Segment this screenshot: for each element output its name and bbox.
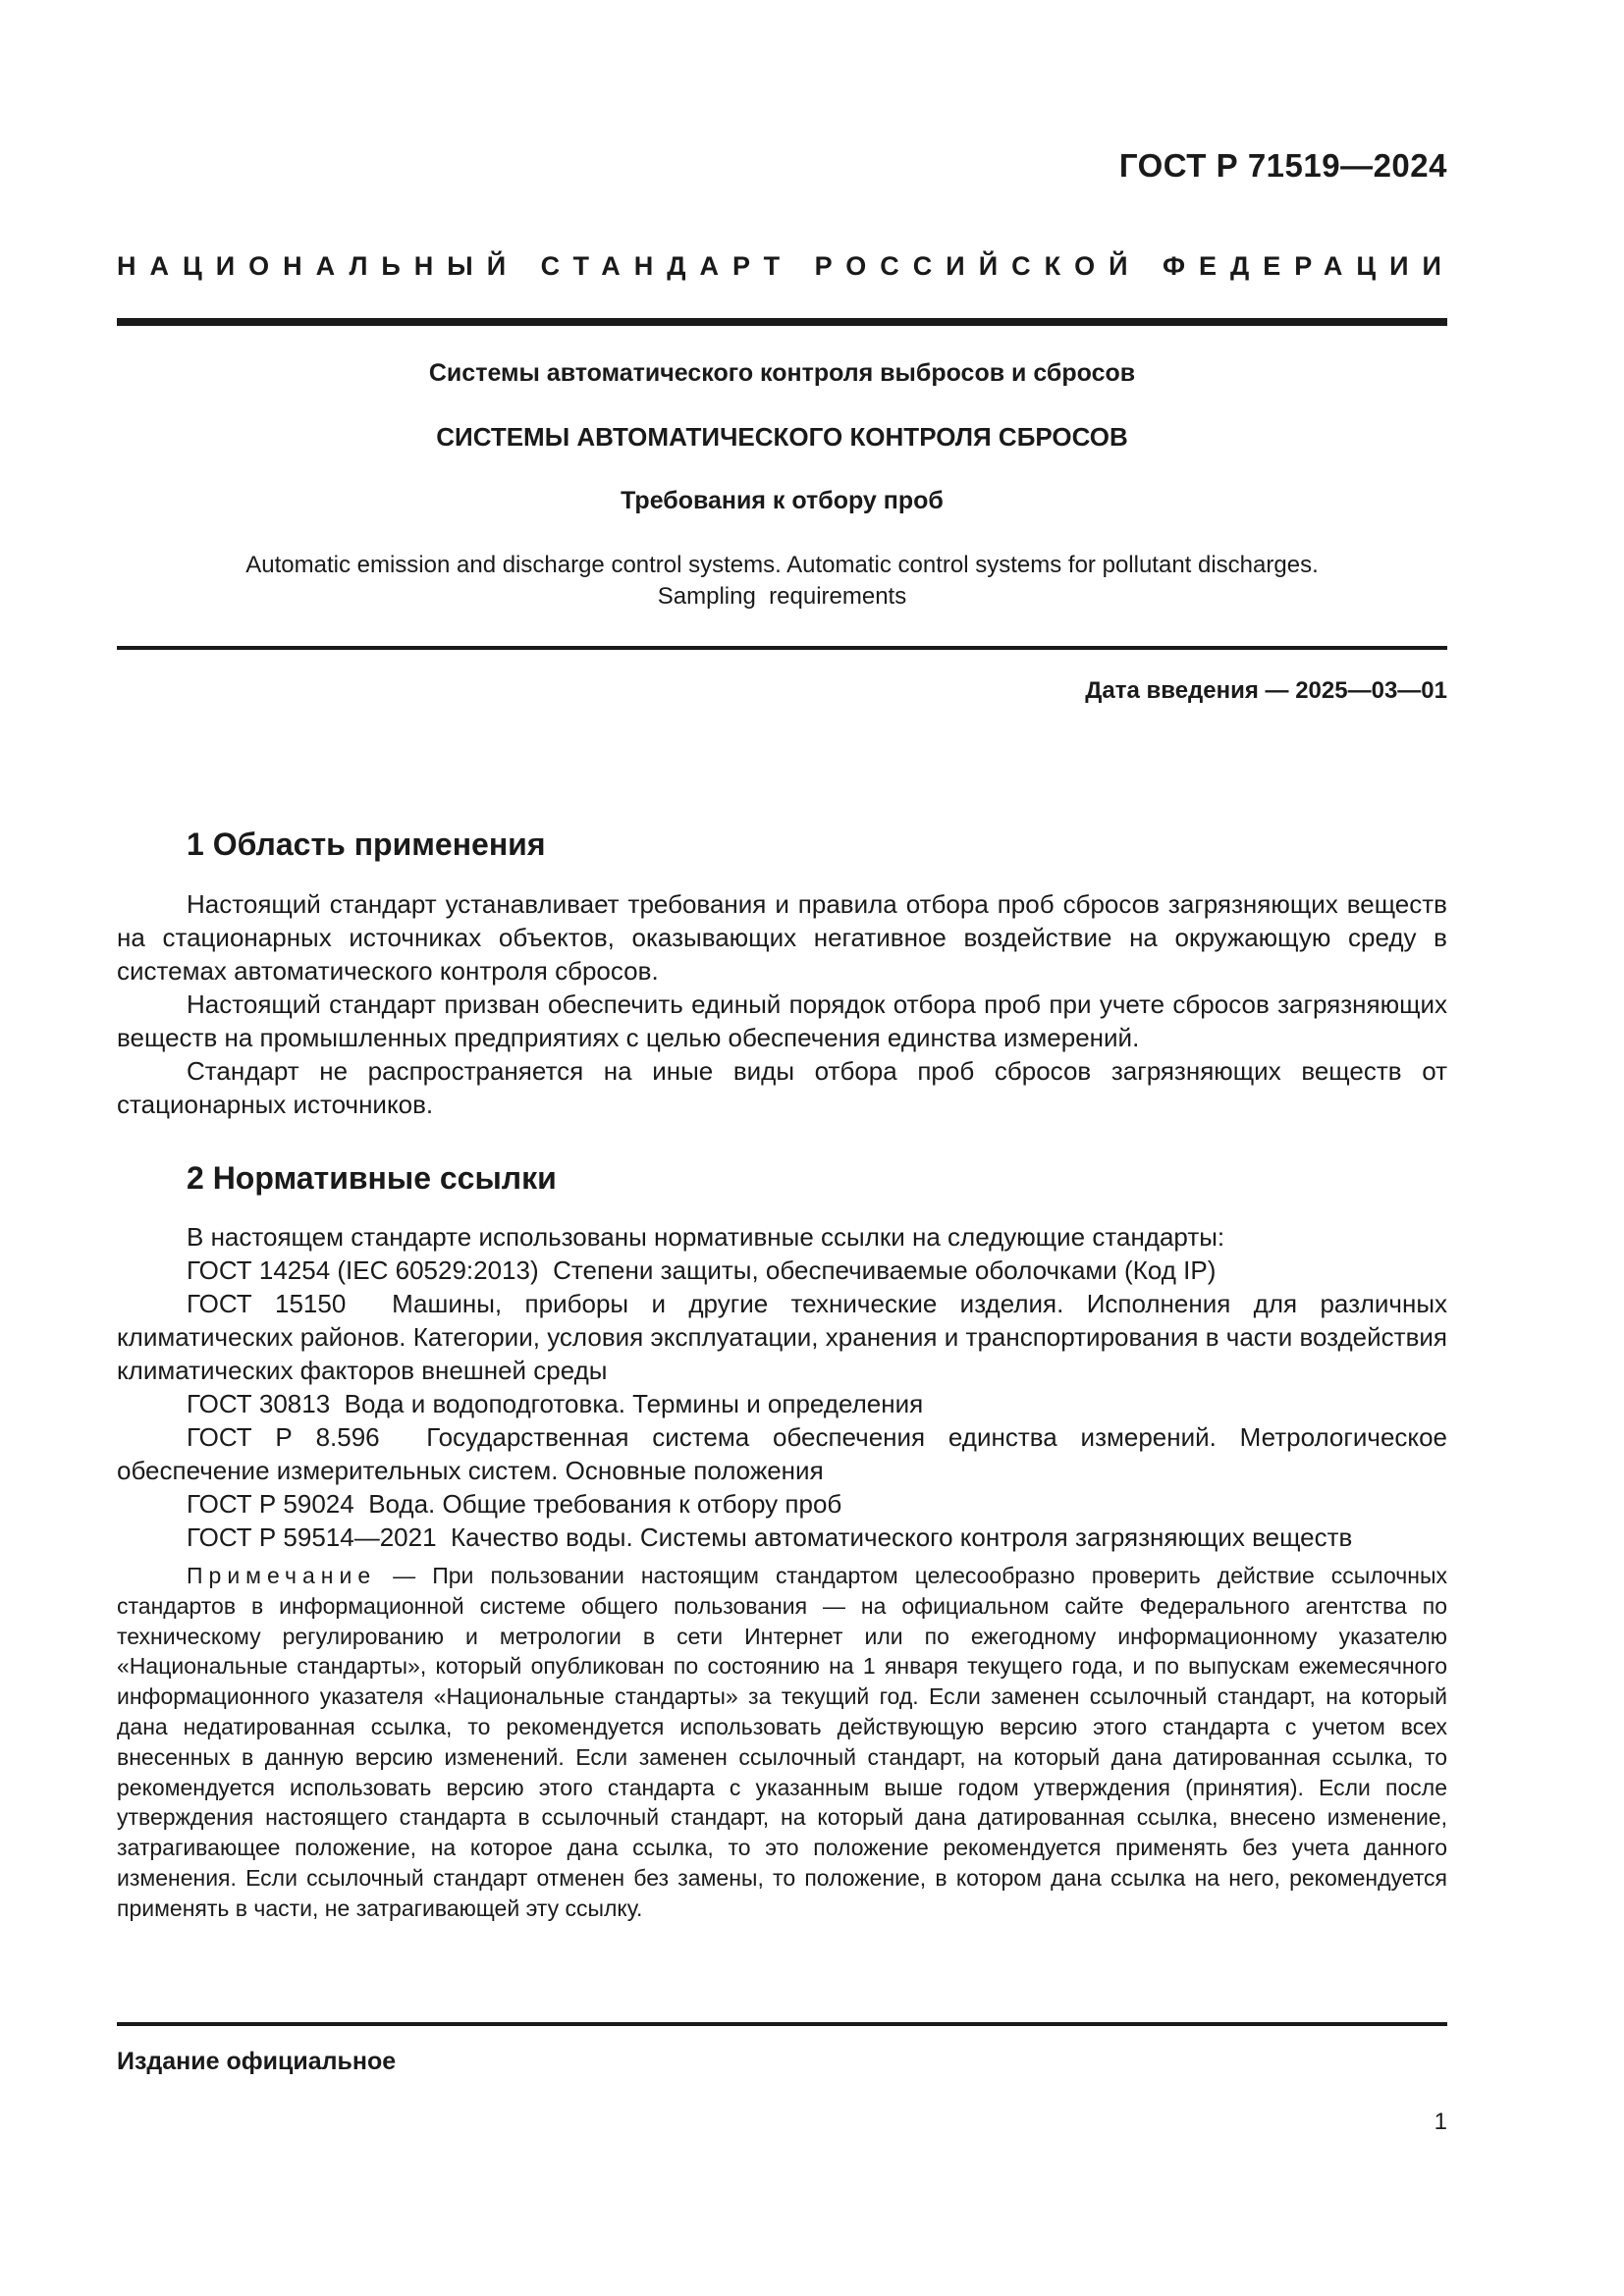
section-2-heading: 2 Нормативные ссылки <box>187 1160 557 1196</box>
english-title-line2: Sampling requirements <box>657 583 907 610</box>
edition-label: Издание официальное <box>117 2048 397 2075</box>
note-paragraph <box>117 1561 1447 1924</box>
date-of-introduction: Дата введения — 2025—03—01 <box>1085 677 1447 704</box>
section-1-heading: 1 Область применения <box>187 827 546 862</box>
reference-title: Вода. Общие требования к отбору проб <box>368 1489 842 1519</box>
note-label: Примечание <box>187 1563 377 1588</box>
page-number: 1 <box>1434 2109 1447 2135</box>
section-1-paragraph: Настоящий стандарт призван обеспечить единый порядок отбора проб при учете сбросов загрязняющих веществ на промышленных предприятиях с целью обеспечения единства измерений. <box>117 989 1447 1052</box>
section-1-body <box>117 887 1447 1121</box>
title-series: Системы автоматического контроля выбросов и сбросов <box>428 359 1136 387</box>
reference-code: ГОСТ 15150 <box>187 1289 347 1318</box>
header-rule <box>117 318 1447 326</box>
reference-item <box>117 1521 1447 1554</box>
title-main: СИСТЕМЫ АВТОМАТИЧЕСКОГО КОНТРОЛЯ СБРОСОВ <box>436 422 1128 452</box>
english-title-line1: Automatic emission and discharge control systems. Automatic control systems for pollutant discharges. <box>245 552 1319 578</box>
reference-item <box>117 1420 1447 1487</box>
title-sub: Требования к отбору проб <box>621 487 944 514</box>
national-standard-title: НАЦИОНАЛЬНЫЙ СТАНДАРТ РОССИЙСКОЙ ФЕДЕРАЦИИ <box>117 251 1455 281</box>
reference-title: Государственная система обеспечения единства измерений. Метрологическое обеспечение измерительных систем. Основные положения <box>117 1422 1447 1485</box>
footer-rule <box>117 2022 1447 2026</box>
section-1-paragraph: Стандарт не распространяется на иные виды отбора проб сбросов загрязняющих веществ от стационарных источников. <box>117 1056 1447 1119</box>
references-intro: В настоящем стандарте использованы нормативные ссылки на следующие стандарты: <box>187 1222 1225 1252</box>
english-title <box>117 550 1447 613</box>
reference-item <box>117 1387 1447 1420</box>
reference-code: ГОСТ Р 59024 <box>187 1489 354 1519</box>
reference-title: Степени защиты, обеспечиваемые оболочками (Код IP) <box>553 1255 1217 1285</box>
reference-title: Качество воды. Системы автоматического контроля загрязняющих веществ <box>451 1522 1353 1552</box>
section-1-paragraph: Настоящий стандарт устанавливает требования и правила отбора проб сбросов загрязняющих веществ на стационарных источниках объектов, оказывающих негативное воздействие на окружающую среду в системах автоматического контроля сбросов. <box>117 889 1447 986</box>
section-2-body <box>117 1220 1447 1554</box>
reference-code: ГОСТ Р 8.596 <box>187 1422 380 1452</box>
reference-code: ГОСТ 14254 (IEC 60529:2013) <box>187 1255 539 1285</box>
reference-item <box>117 1254 1447 1287</box>
reference-code: ГОСТ Р 59514—2021 <box>187 1522 437 1552</box>
reference-code: ГОСТ 30813 <box>187 1389 331 1418</box>
title-rule <box>117 646 1447 650</box>
document-code: ГОСТ Р 71519—2024 <box>1118 147 1447 184</box>
reference-title: Вода и водоподготовка. Термины и определения <box>344 1389 924 1418</box>
references-note <box>117 1561 1447 1924</box>
note-text: — При пользовании настоящим стандартом целесообразно проверить действие ссылочных стандартов в информационной системе общего пользования — на официальном сайте Федерального агентства по техническому регулированию и метрологии в сети Интернет или по ежегодному информационному указателю «Национальные стандарты», который опубликован по состоянию на 1 января текущего года, и по выпускам ежемесячного информационного указателя «Национальные стандарты» за текущий год. Если заменен ссылочный стандарт, на который дана недатированная ссылка, то рекомендуется использовать действующую версию этого стандарта с учетом всех внесенных в данную версию изменений. Если заменен ссылочный стандарт, на который дана датированная ссылка, то рекомендуется использовать версию этого стандарта с указанным выше годом утверждения (принятия). Если после утверждения настоящего стандарта в ссылочный стандарт, на который дана датированная ссылка, внесено изменение, затрагивающее положение, на которое дана ссылка, то это положение рекомендуется применять без учета данного изменения. Если ссылочный стандарт отменен без замены, то положение, в котором дана ссылка на него, рекомендуется применять в части, не затрагивающей эту ссылку. <box>117 1563 1447 1921</box>
reference-item <box>117 1287 1447 1387</box>
reference-title: Машины, приборы и другие технические изделия. Исполнения для различных климатических районов. Категории, условия эксплуатации, хранения и транспортирования в части воздействия климатических факторов внешней среды <box>117 1289 1448 1385</box>
reference-item <box>117 1487 1447 1521</box>
